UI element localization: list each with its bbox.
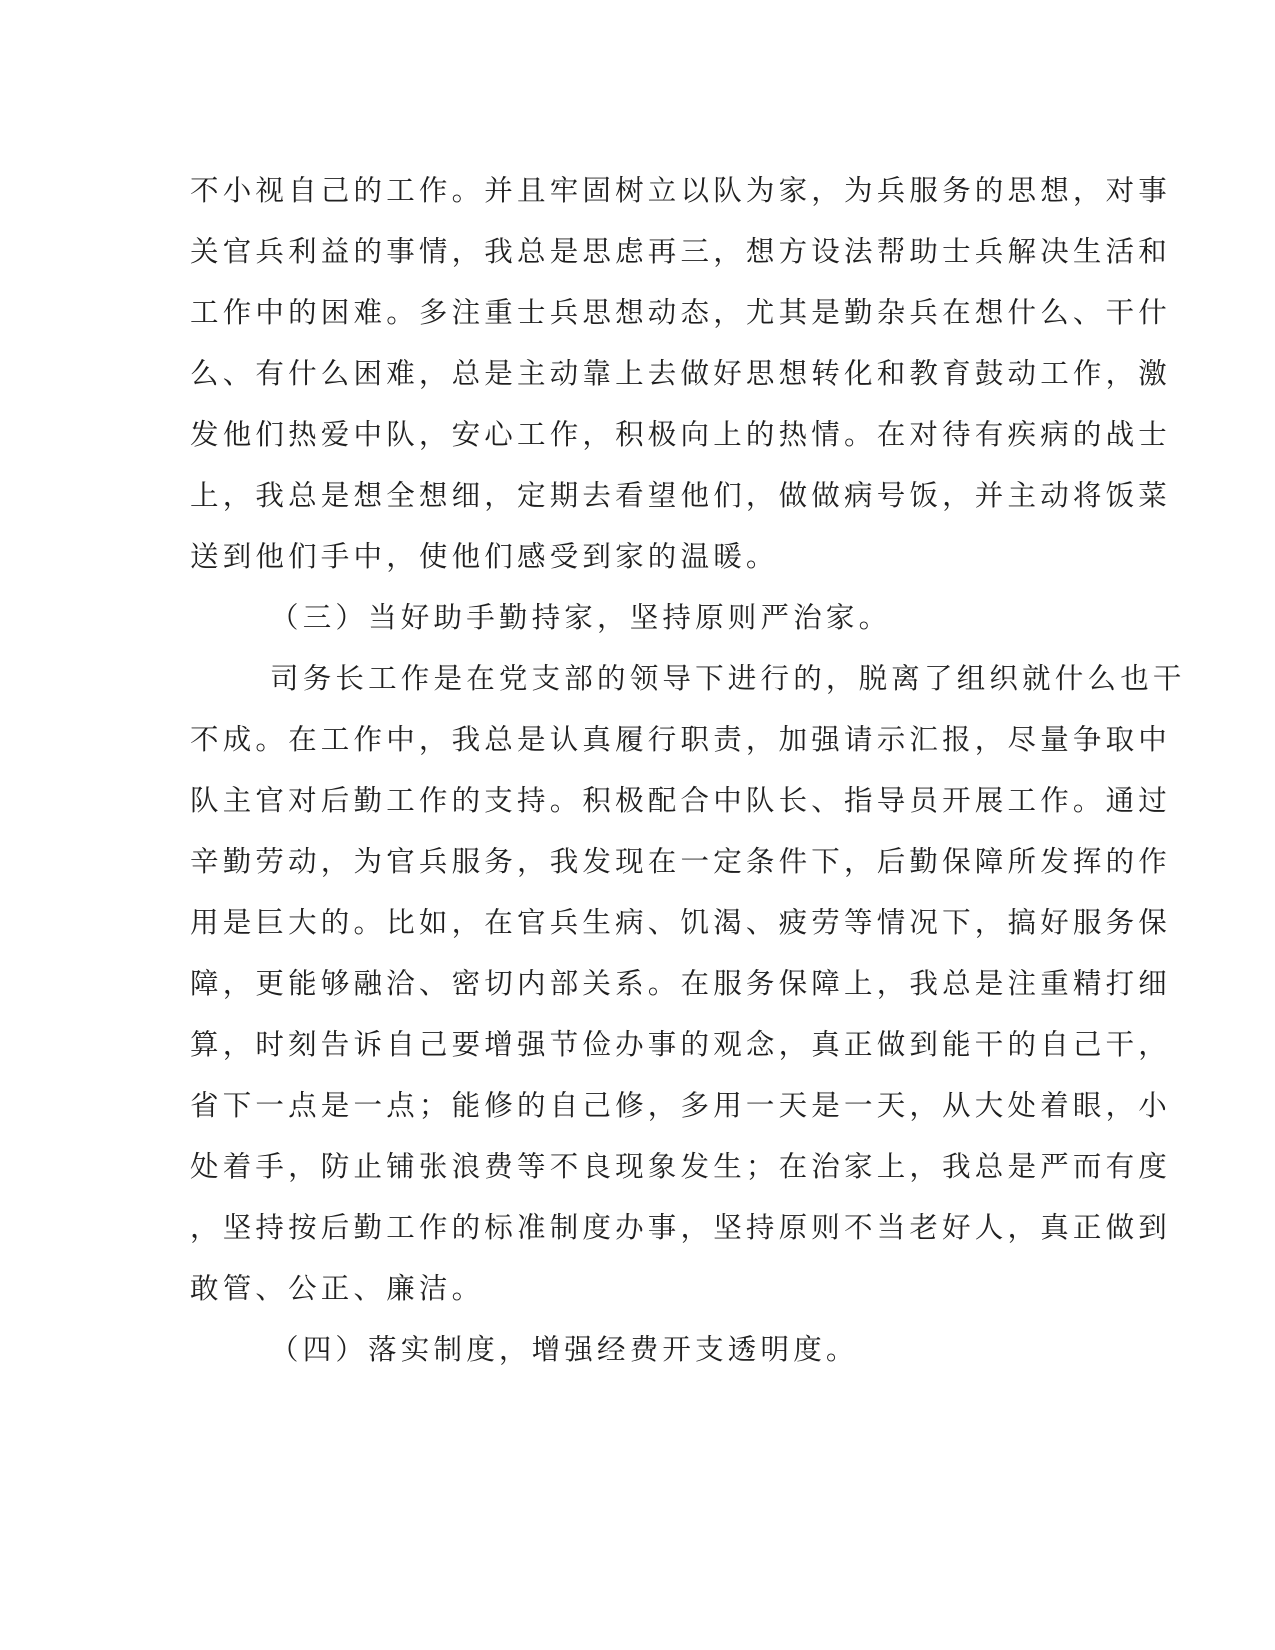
text-line: 发他们热爱中队，安心工作，积极向上的热情。在对待有疾病的战士: [190, 418, 1172, 451]
text-line: ，坚持按后勤工作的标准制度办事，坚持原则不当老好人，真正做到: [190, 1211, 1172, 1244]
text-line: 工作中的困难。多注重士兵思想动态，尤其是勤杂兵在想什么、干什: [190, 296, 1172, 329]
text-line: 送到他们手中，使他们感受到家的温暖。: [190, 540, 779, 573]
section-heading-3: （三）当好助手勤持家，坚持原则严治家。: [270, 601, 892, 634]
text-line: 么、有什么困难，总是主动靠上去做好思想转化和教育鼓动工作，激: [190, 357, 1172, 390]
text-line: 算，时刻告诉自己要增强节俭办事的观念，真正做到能干的自己干，: [190, 1028, 1172, 1061]
text-line: 用是巨大的。比如，在官兵生病、饥渴、疲劳等情况下，搞好服务保: [190, 906, 1172, 939]
text-line: 上，我总是想全想细，定期去看望他们，做做病号饭，并主动将饭菜: [190, 479, 1172, 512]
text-line: 省下一点是一点；能修的自己修，多用一天是一天，从大处着眼，小: [190, 1089, 1172, 1122]
text-line: 关官兵利益的事情，我总是思虑再三，想方设法帮助士兵解决生活和: [190, 235, 1172, 268]
text-line: 敢管、公正、廉洁。: [190, 1272, 485, 1305]
text-line: 处着手，防止铺张浪费等不良现象发生；在治家上，我总是严而有度: [190, 1150, 1172, 1183]
text-line: 不成。在工作中，我总是认真履行职责，加强请示汇报，尽量争取中: [190, 723, 1172, 756]
paragraph-first-line: 司务长工作是在党支部的领导下进行的，脱离了组织就什么也干: [270, 662, 1186, 695]
document-body: [190, 160, 1186, 1380]
section-heading-4: （四）落实制度，增强经费开支透明度。: [270, 1333, 859, 1366]
text-line: 不小视自己的工作。并且牢固树立以队为家，为兵服务的思想，对事: [190, 174, 1172, 207]
text-line: 障，更能够融洽、密切内部关系。在服务保障上，我总是注重精打细: [190, 967, 1172, 1000]
text-line: 辛勤劳动，为官兵服务，我发现在一定条件下，后勤保障所发挥的作: [190, 845, 1172, 878]
text-line: 队主官对后勤工作的支持。积极配合中队长、指导员开展工作。通过: [190, 784, 1172, 817]
